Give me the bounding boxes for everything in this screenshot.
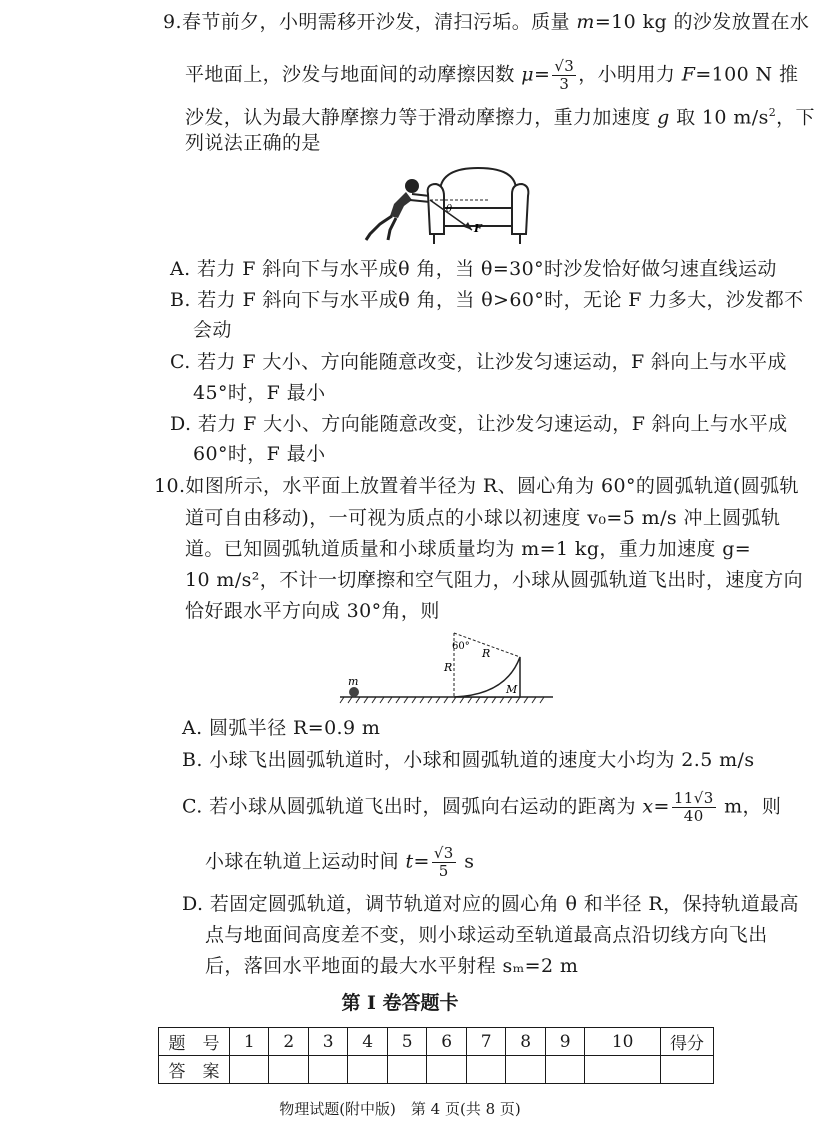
q9-option-b-line1: B. 若力 F 斜向下与水平成θ 角，当 θ>60°时，无论 F 力多大，沙发都不	[170, 289, 804, 311]
q9-option-c-line2: 45°时，F 最小	[193, 382, 326, 404]
number-cell: 9	[545, 1028, 584, 1056]
q10-option-c-line1: C. 若小球从圆弧轨道飞出时，圆弧向右运动的距离为 x= $\frac{11√3}{40}$ m，则	[182, 789, 782, 825]
score-label-cell: 得分	[661, 1028, 714, 1056]
q9-line-3: 沙发，认为最大静摩擦力等于滑动摩擦力，重力加速度 g 取 10 $m/s^2$，下	[185, 106, 815, 129]
q10-line-4: 10 m/s²，不计一切摩擦和空气阻力，小球从圆弧轨道飞出时，速度方向	[185, 569, 804, 591]
sofa-right-arm	[512, 184, 528, 234]
number-cell: 2	[269, 1028, 308, 1056]
score-cell[interactable]	[661, 1056, 714, 1084]
q9-option-b-line2: 会动	[193, 319, 232, 341]
answer-cell[interactable]	[308, 1056, 347, 1084]
number-cell: 8	[506, 1028, 545, 1056]
arc-track-figure	[340, 625, 555, 707]
q9-line-2: 平地面上，沙发与地面间的动摩擦因数 μ= $\frac{√3}{3}$ ，小明用力 F=100 N 推	[185, 57, 799, 93]
number-cell: 10	[585, 1028, 661, 1056]
q9-line-1: 9.春节前夕，小明需移开沙发，清扫污垢。质量 m=10 kg 的沙发放置在水	[163, 11, 810, 33]
number-cell: 4	[348, 1028, 387, 1056]
sofa-back	[440, 168, 516, 190]
angle-label: 60°	[452, 641, 470, 652]
t-fraction: $\frac{√3}{5}$	[433, 844, 454, 880]
answer-card-table	[158, 1027, 714, 1084]
ball-mass-label: m	[348, 675, 359, 688]
q10-line-1: 10.如图所示，水平面上放置着半径为 R、圆心角为 60°的圆弧轨道(圆弧轨	[154, 475, 799, 497]
answer-cell[interactable]	[466, 1056, 505, 1084]
q9-option-a: A. 若力 F 斜向下与水平成θ 角，当 θ=30°时沙发恰好做匀速直线运动	[170, 258, 777, 280]
q10-option-c-line2: 小球在轨道上运动时间 t= $\frac{√3}{5}$ s	[205, 844, 475, 880]
number-cell: 5	[387, 1028, 426, 1056]
q10-line-5: 恰好跟水平方向成 30°角，则	[185, 600, 440, 622]
answer-cell[interactable]	[585, 1056, 661, 1084]
answer-cell[interactable]	[427, 1056, 466, 1084]
page-footer: 物理试题(附中版) 第 4 页(共 8 页)	[279, 1100, 521, 1118]
answer-card-number-row	[159, 1028, 714, 1056]
theta-label: θ	[446, 204, 453, 215]
number-cell: 7	[466, 1028, 505, 1056]
q10-option-d-line1: D. 若固定圆弧轨道，调节轨道对应的圆心角 θ 和半径 R，保持轨道最高	[182, 893, 799, 915]
sofa-push-figure	[360, 160, 535, 250]
radius-label-top: R	[482, 647, 491, 660]
ball-icon	[349, 687, 359, 697]
answer-label-cell: 答 案	[159, 1056, 230, 1084]
x-fraction: $\frac{11√3}{40}$	[673, 789, 714, 825]
answer-cell[interactable]	[348, 1056, 387, 1084]
q10-option-d-line3: 后，落回水平地面的最大水平射程 sₘ=2 m	[205, 955, 579, 977]
answer-cell[interactable]	[545, 1056, 584, 1084]
number-cell: 6	[427, 1028, 466, 1056]
q10-option-b: B. 小球飞出圆弧轨道时，小球和圆弧轨道的速度大小均为 2.5 m/s	[182, 749, 755, 771]
answer-cell[interactable]	[506, 1056, 545, 1084]
number-cell: 1	[230, 1028, 269, 1056]
answer-cell[interactable]	[230, 1056, 269, 1084]
q10-option-d-line2: 点与地面间高度差不变，则小球运动至轨道最高点沿切线方向飞出	[205, 924, 768, 946]
number-cell: 3	[308, 1028, 347, 1056]
q9-option-d-line2: 60°时，F 最小	[193, 443, 326, 465]
answer-card-title: 第 Ⅰ 卷答题卡	[341, 992, 459, 1014]
answer-cell[interactable]	[269, 1056, 308, 1084]
answer-card-answer-row	[159, 1056, 714, 1084]
q9-option-d-line1: D. 若力 F 大小、方向能随意改变，让沙发匀速运动，F 斜向上与水平成	[170, 413, 788, 435]
answer-cell[interactable]	[387, 1056, 426, 1084]
q9-line-4: 列说法正确的是	[185, 132, 321, 154]
mu-fraction: $\frac{√3}{3}$	[554, 57, 575, 93]
q10-line-3: 道。已知圆弧轨道质量和小球质量均为 m=1 kg，重力加速度 g=	[185, 538, 752, 560]
number-label-cell: 题 号	[159, 1028, 230, 1056]
track-mass-label: M	[506, 683, 518, 696]
q9-option-c-line1: C. 若力 F 大小、方向能随意改变，让沙发匀速运动，F 斜向上与水平成	[170, 351, 787, 373]
q10-line-2: 道可自由移动)，一可视为质点的小球以初速度 v₀=5 m/s 冲上圆弧轨	[185, 507, 781, 529]
q10-option-a: A. 圆弧半径 R=0.9 m	[182, 717, 381, 739]
force-label: F	[474, 222, 482, 235]
radius-label-left: R	[444, 661, 453, 674]
person-head-icon	[405, 179, 419, 193]
